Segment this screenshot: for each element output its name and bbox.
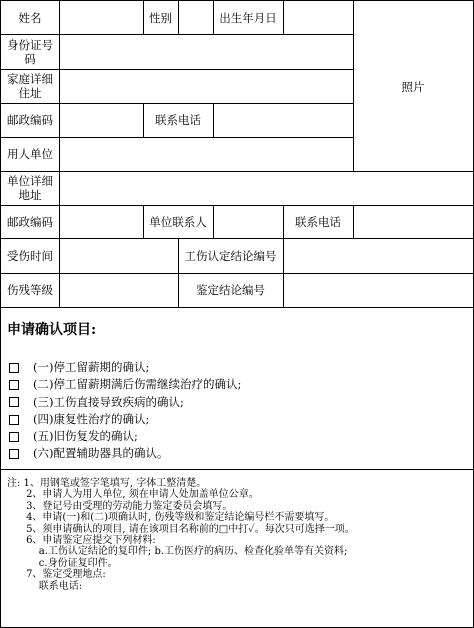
divider [213, 205, 214, 238]
note-line: 5、须申请确认的项目, 请在该项目名称前的□中打✓。每次只可选择一项。 [7, 523, 355, 535]
note-line: 2、申请人为用人单位, 须在申请人处加盖单位公章。 [7, 489, 259, 501]
photo-label: 照片 [401, 79, 425, 94]
note-line: 联系电话: [7, 580, 83, 592]
divider [283, 238, 284, 307]
postcode2-label: 邮政编码 [7, 214, 53, 229]
divider [1, 171, 473, 172]
id-number-label-line1: 身份证号 [7, 37, 53, 52]
injury-date-label: 受伤时间 [7, 248, 53, 263]
divider [213, 103, 214, 137]
application-item-label: (四)康复性治疗的确认; [33, 411, 150, 426]
notes-section [7, 478, 467, 592]
checkbox-icon[interactable] [9, 397, 19, 407]
application-item-label: (六)配置辅助器具的确认。 [33, 446, 169, 461]
application-item[interactable] [9, 359, 241, 376]
checkbox-icon[interactable] [9, 432, 19, 442]
note-line: 7、鉴定受理地点: [7, 569, 106, 581]
divider [1, 469, 473, 470]
note-line: c.身份证复印件。 [7, 557, 118, 569]
checkbox-icon[interactable] [9, 449, 19, 459]
divider [1, 205, 473, 206]
divider [1, 307, 473, 308]
home-address-label-line1: 家庭详细 [7, 72, 53, 86]
application-title: 申请确认项目: [7, 322, 97, 338]
divider [178, 1, 179, 34]
note-line: 注: 1、用钢笔或签字笔填写, 字体工整清楚。 [7, 478, 207, 489]
note-line: 6、申请鉴定应提交下列材料: [7, 535, 156, 547]
divider [353, 205, 354, 238]
unit-address-label [1, 171, 59, 205]
application-item-label: (一)停工留薪期的确认; [33, 360, 150, 374]
application-item-label: (五)旧伤复发的确认; [33, 429, 138, 444]
application-item[interactable] [9, 394, 241, 411]
postcode-label: 邮政编码 [7, 113, 53, 127]
application-item[interactable] [9, 376, 241, 393]
gender-label: 性别 [149, 10, 172, 25]
appraisal-no-label: 鉴定结论编号 [196, 283, 265, 297]
contact-phone-label: 联系电话 [155, 113, 201, 127]
name-label: 姓名 [18, 10, 42, 25]
birth-label: 出生年月日 [219, 10, 277, 25]
unit-address-label-line1: 单位详细 [7, 174, 53, 188]
unit-address-label-line2: 地址 [18, 188, 42, 202]
application-item[interactable] [9, 411, 241, 428]
application-item-label: (二)停工留薪期满后伤需继续治疗的确认; [33, 377, 242, 392]
checkbox-icon[interactable] [9, 380, 19, 390]
divider [59, 1, 60, 307]
disability-grade-label: 伤残等级 [7, 283, 53, 297]
note-line: 4、申请(一)和(二)项确认时, 伤残等级和鉴定结论编号栏不需要填写。 [7, 512, 335, 524]
note-line: 3、登记号由受理的劳动能力鉴定委员会填写。 [7, 500, 233, 512]
contact-phone2-label: 联系电话 [295, 214, 341, 229]
application-items [9, 359, 241, 463]
unit-contact-label: 单位联系人 [149, 214, 207, 229]
home-address-label [1, 69, 59, 103]
id-number-label [1, 34, 59, 69]
injury-cert-no-label: 工伤认定结论编号 [184, 248, 277, 263]
employer-label: 用人单位 [7, 147, 53, 161]
divider [283, 1, 284, 34]
checkbox-icon[interactable] [9, 363, 19, 373]
home-address-label-line2: 住址 [18, 86, 42, 100]
application-item[interactable] [9, 428, 241, 445]
application-item-label: (三)工伤直接导致疾病的确认; [33, 394, 184, 409]
id-number-label-line2: 码 [24, 51, 36, 66]
checkbox-icon[interactable] [9, 415, 19, 425]
application-item[interactable] [9, 445, 241, 462]
note-line: a.工伤认定结论的复印件; b.工伤医疗的病历、检查化验单等有关资料; [7, 546, 348, 558]
